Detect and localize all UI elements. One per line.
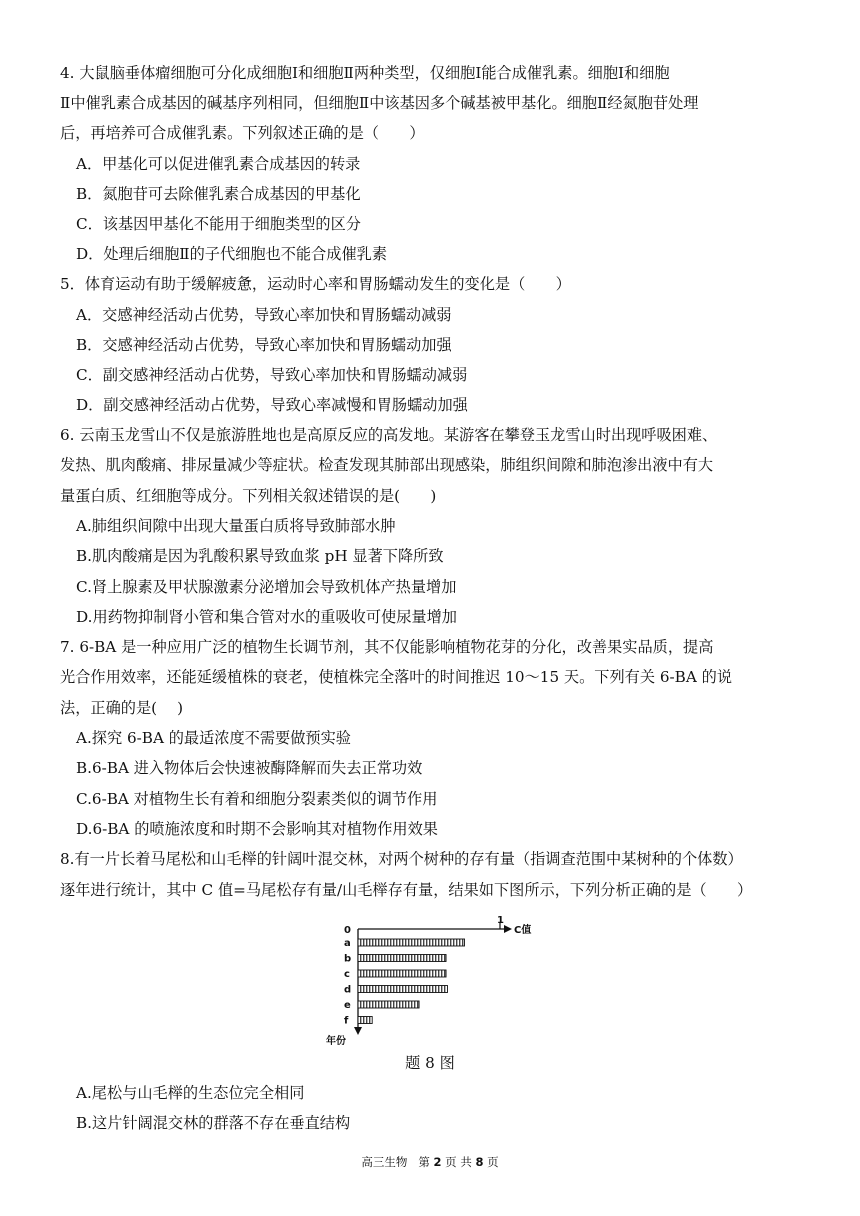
q6-option-b: B.肌肉酸痛是因为乳酸积累导致血浆 pH 显著下降所致: [76, 547, 444, 565]
category-label-a: a: [344, 938, 351, 949]
q7-stem-line-2: 光合作用效率，还能延缓植株的衰老，使植株完全落叶的时间推迟 10～15 天。下列有关 6-BA 的说: [60, 668, 733, 686]
q8-option-a: A.尾松与山毛榉的生态位完全相同: [76, 1084, 305, 1102]
figure-caption: 题 8 图: [405, 1054, 455, 1072]
bar-c: [358, 970, 446, 977]
footer-ye-2: 页: [487, 1155, 499, 1169]
footer-page-number: 2: [433, 1155, 442, 1169]
bar-f: [358, 1017, 372, 1024]
tick-one-label: 1: [497, 915, 504, 926]
q4-stem-line-1: 4. 大鼠脑垂体瘤细胞可分化成细胞Ⅰ和细胞Ⅱ两种类型，仅细胞Ⅰ能合成催乳素。细胞Ⅰ和细胞: [60, 64, 670, 82]
category-label-e: e: [344, 1000, 351, 1011]
c-value-bar-chart: [318, 914, 558, 1049]
q4-option-d: D．处理后细胞Ⅱ的子代细胞也不能合成催乳素: [76, 245, 388, 263]
q5-option-d: D．副交感神经活动占优势，导致心率减慢和胃肠蠕动加强: [76, 396, 468, 414]
bar-a: [358, 939, 465, 946]
category-label-d: d: [344, 984, 352, 996]
q7-option-b: B.6-BA 进入物体后会快速被酶降解而失去正常功效: [76, 759, 423, 777]
q8-stem-line-2: 逐年进行统计，其中 C 值=马尾松存有量/山毛榉存有量，结果如下图所示，下列分析正确的是（ ）: [60, 881, 753, 899]
q5-stem-line-1: 5．体育运动有助于缓解疲惫，运动时心率和胃肠蠕动发生的变化是（ ）: [60, 275, 571, 293]
q4-option-a: A．甲基化可以促进催乳素合成基因的转录: [76, 155, 361, 173]
q8-option-b: B.这片针阔混交林的群落不存在垂直结构: [76, 1114, 351, 1132]
x-axis-label: C值: [514, 925, 532, 936]
bar-d: [358, 986, 447, 993]
q6-stem-line-3: 量蛋白质、红细胞等成分。下列相关叙述错误的是( ): [60, 487, 437, 505]
y-axis-label: 年份: [326, 1036, 346, 1047]
category-label-b: b: [344, 953, 352, 965]
q7-stem-line-3: 法，正确的是( ): [60, 699, 183, 717]
q4-stem-line-3: 后，再培养可合成催乳素。下列叙述正确的是（ ）: [60, 124, 425, 142]
q6-stem-line-1: 6. 云南玉龙雪山不仅是旅游胜地也是高原反应的高发地。某游客在攀登玉龙雪山时出现呼吸困难、: [60, 426, 718, 444]
x-axis-arrow-icon: [504, 925, 512, 933]
bars-group: [344, 938, 465, 1027]
footer-ye: 页: [445, 1155, 457, 1169]
q7-option-a: A.探究 6-BA 的最适浓度不需要做预实验: [76, 729, 351, 747]
footer-total-pages: 8: [475, 1155, 484, 1169]
q6-option-d: D.用药物抑制肾小管和集合管对水的重吸收可使尿量增加: [76, 608, 457, 626]
q7-option-d: D.6-BA 的喷施浓度和时期不会影响其对植物作用效果: [76, 820, 438, 838]
q6-stem-line-2: 发热、肌肉酸痛、排尿量减少等症状。检查发现其肺部出现感染，肺组织间隙和肺泡渗出液中有大: [60, 456, 714, 474]
page-footer: [0, 1154, 860, 1170]
footer-subject: 高三生物: [361, 1155, 408, 1169]
q5-option-a: A．交感神经活动占优势，导致心率加快和胃肠蠕动减弱: [76, 306, 452, 324]
q4-option-c: C．该基因甲基化不能用于细胞类型的区分: [76, 215, 361, 233]
category-label-c: c: [344, 969, 350, 980]
category-label-f: f: [344, 1015, 349, 1027]
q6-option-c: C.肾上腺素及甲状腺激素分泌增加会导致机体产热量增加: [76, 578, 457, 596]
q8-stem-line-1: 8.有一片长着马尾松和山毛榉的针阔叶混交林，对两个树种的存有量（指调查范围中某树种的个体数）: [60, 850, 743, 868]
bar-e: [358, 1001, 419, 1008]
q4-stem-line-2: Ⅱ中催乳素合成基因的碱基序列相同，但细胞Ⅱ中该基因多个碱基被甲基化。细胞Ⅱ经氮胞苷处理: [60, 94, 699, 112]
y-axis-arrow-icon: [354, 1027, 362, 1035]
q5-option-c: C．副交感神经活动占优势，导致心率加快和胃肠蠕动减弱: [76, 366, 468, 384]
q7-option-c: C.6-BA 对植物生长有着和细胞分裂素类似的调节作用: [76, 790, 438, 808]
footer-gong: 共: [460, 1155, 472, 1169]
origin-label: 0: [344, 925, 351, 936]
q7-stem-line-1: 7. 6-BA 是一种应用广泛的植物生长调节剂，其不仅能影响植物花芽的分化，改善果实品质，提高: [60, 638, 714, 656]
bar-b: [358, 955, 446, 962]
q6-option-a: A.肺组织间隙中出现大量蛋白质将导致肺部水肿: [76, 517, 396, 535]
q5-option-b: B．交感神经活动占优势，导致心率加快和胃肠蠕动加强: [76, 336, 452, 354]
q4-option-b: B．氮胞苷可去除催乳素合成基因的甲基化: [76, 185, 361, 203]
footer-di: 第: [418, 1155, 430, 1169]
